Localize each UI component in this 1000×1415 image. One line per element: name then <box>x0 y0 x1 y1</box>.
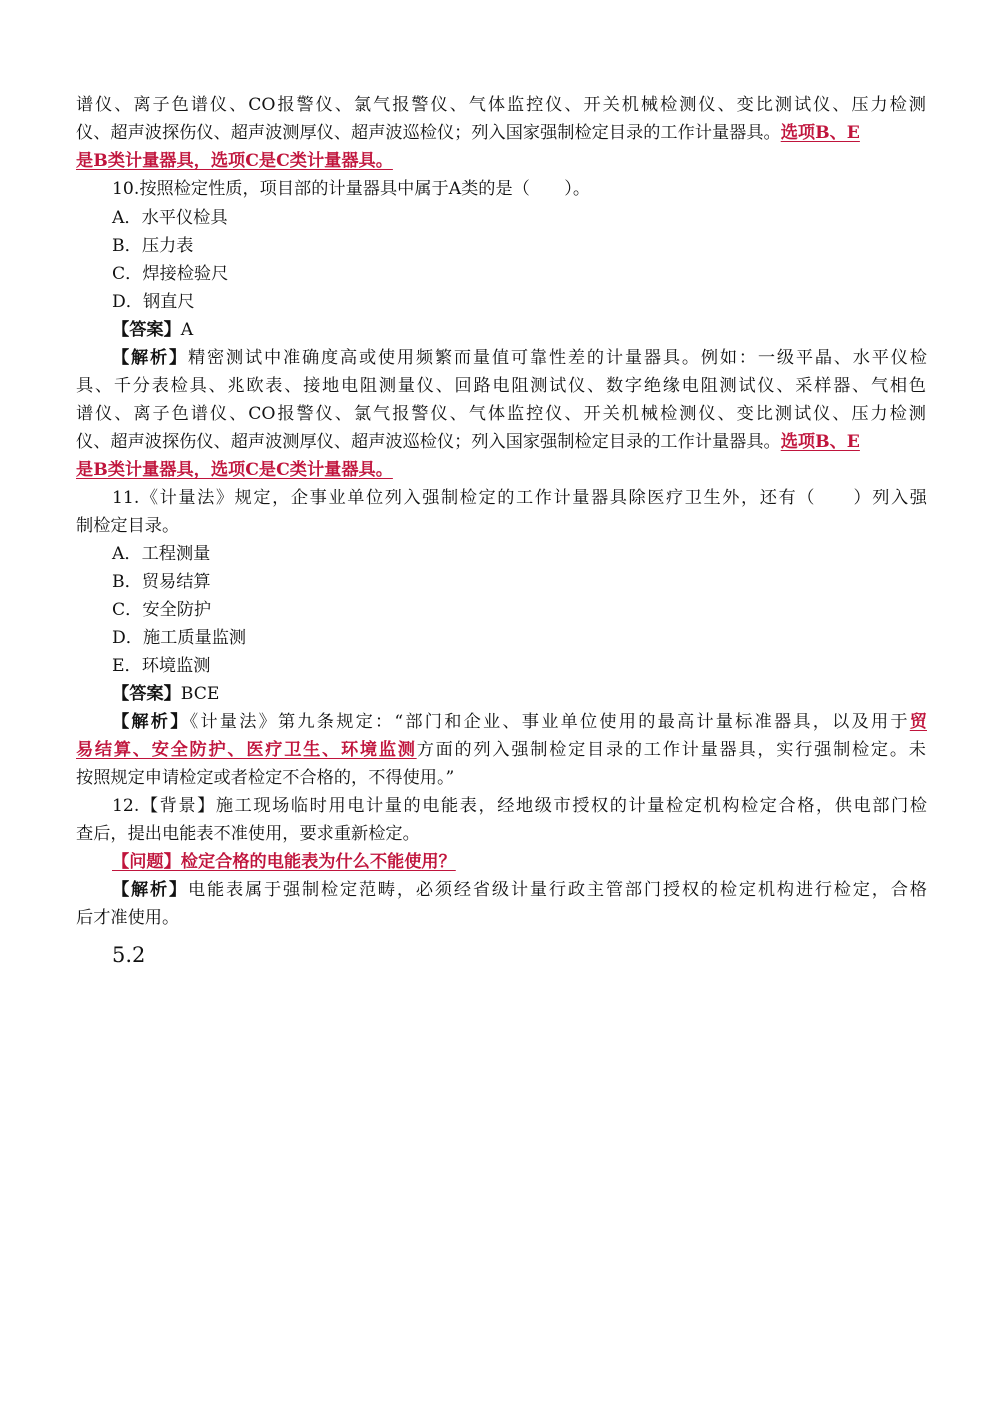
analysis-10-line-5 <box>76 457 926 483</box>
highlight-text: 【问题】检定合格的电能表为什么不能使用？ <box>112 852 456 872</box>
analysis-10-line-1: 【解析】精密测试中准确度高或使用频繁而量值可靠性差的计量器具。例如：一级平晶、水平仪检 <box>112 348 927 368</box>
intro-line-3 <box>76 148 926 174</box>
answer-11: 【答案】BCE <box>112 684 220 704</box>
highlight-text: 是B类计量器具，选项C是C类计量器具。 <box>76 151 393 171</box>
question-12-background-2: 查后，提出电能表不准使用，要求重新检定。 <box>76 824 420 844</box>
analysis-11-line-1: 【解析】《计量法》第九条规定：“部门和企业、事业单位使用的最高计量标准器具，以及用于贸 <box>112 712 927 732</box>
analysis-10-line-2: 具、千分表检具、兆欧表、接地电阻测量仪、回路电阻测试仪、数字绝缘电阻测试仪、采样器、气相色 <box>76 376 926 396</box>
analysis-10-line-4: 仪、超声波探伤仪、超声波测厚仪、超声波巡检仪；列入国家强制检定目录的工作计量器具。选项B、E <box>76 432 860 452</box>
option-d: D．施工质量监测 <box>112 628 247 648</box>
highlight-text: 是B类计量器具，选项C是C类计量器具。 <box>76 460 393 480</box>
option-b: B．贸易结算 <box>112 572 211 592</box>
option-b: B．压力表 <box>112 236 194 256</box>
option-c: C．焊接检验尺 <box>112 264 229 284</box>
analysis-12-line-2: 后才准使用。 <box>76 908 180 928</box>
highlight-text: 易结算、安全防护、医疗卫生、环境监测 <box>76 740 417 760</box>
question-12-prompt <box>112 849 927 875</box>
analysis-10-line-3: 谱仪、离子色谱仪、CO报警仪、氯气报警仪、气体监控仪、开关机械检测仪、变比测试仪、压力检测 <box>76 404 926 424</box>
option-a: A．水平仪检具 <box>112 208 228 228</box>
question-11-stem-2: 制检定目录。 <box>76 516 180 536</box>
answer-10: 【答案】A <box>112 320 194 340</box>
question-10-stem: 10.按照检定性质，项目部的计量器具中属于A类的是（ ）。 <box>112 179 591 199</box>
highlight-text: 选项B、E <box>780 123 860 143</box>
section-number: 5.2 <box>112 943 146 967</box>
option-e: E．环境监测 <box>112 656 211 676</box>
question-12-background-1: 12.【背景】施工现场临时用电计量的电能表，经地级市授权的计量检定机构检定合格，供电部门检 <box>112 796 927 816</box>
analysis-11-line-2: 易结算、安全防护、医疗卫生、环境监测方面的列入强制检定目录的工作计量器具，实行强制检定。未 <box>76 740 926 760</box>
question-11-stem-1: 11.《计量法》规定，企事业单位列入强制检定的工作计量器具除医疗卫生外，还有（ ）列入强 <box>112 488 927 508</box>
analysis-12-line-1: 【解析】电能表属于强制检定范畴，必须经省级计量行政主管部门授权的检定机构进行检定，合格 <box>112 880 927 900</box>
intro-line-2: 仪、超声波探伤仪、超声波测厚仪、超声波巡检仪；列入国家强制检定目录的工作计量器具。选项B、E <box>76 123 860 143</box>
option-c: C．安全防护 <box>112 600 212 620</box>
highlight-text: 选项B、E <box>780 432 860 452</box>
intro-line-1: 谱仪、离子色谱仪、CO报警仪、氯气报警仪、气体监控仪、开关机械检测仪、变比测试仪、压力检测 <box>76 95 926 115</box>
analysis-11-line-3: 按照规定申请检定或者检定不合格的，不得使用。” <box>76 768 455 788</box>
option-d: D．钢直尺 <box>112 292 195 312</box>
option-a: A．工程测量 <box>112 544 211 564</box>
highlight-text: 贸 <box>909 712 927 732</box>
